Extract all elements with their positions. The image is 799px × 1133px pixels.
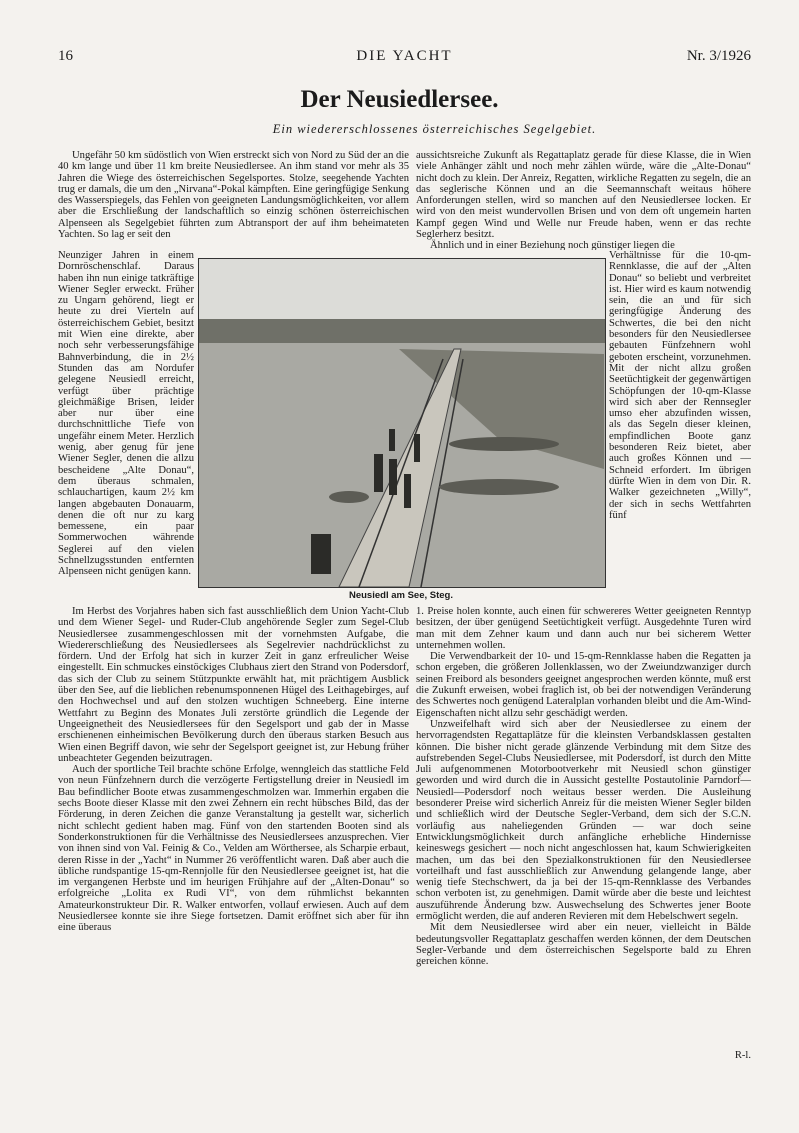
issue-number: Nr. 3/1926 [686,48,751,64]
column-right-top [416,150,751,250]
column-left-bottom [58,606,409,1046]
paragraph: Auch der sportliche Teil brachte schöne Erfolge, wenngleich das stattliche Feld von neun Fünfzehnern durch die verzögerte Fertigstellung dreier in Neusiedl im Bau befindlicher Boote etwas zusammengeschmolzen war. Immerhin ergaben die sechs Boote dieser Klasse mit den zwei Zehnern ein recht hübsches Bild, das der Förderung, in deren Zeichen die ganze Veranstaltung ja gestellt war, sicherlich nicht schlecht gedient haben mag. Fünf von den startenden Booten sind als Sonderkonstruktionen für die Verhältnisse des Neusiedlersees anzusprechen. Vier von ihnen sind von Val. Feinig & Co., Velden am Wörthersee, als Scharpie erbaut, deren Risse in der „Yacht“ in Nummer 26 veröffentlicht waren. Daß aber auch die übliche rundspantige 15-qm-Rennjolle für den Neusiedlersee geeignet ist, hat die im vergangenen Herbste und im heurigen Frühjahre auf der „Alten-Donau“ so erfolgreiche „Lolita ex Rudi VI“, von dem rühmlichst bekannten Amateurkonstrukteur Dir. R. Walker entworfen, vollauf erwiesen. Auch auf dem Neusiedlersee konnte sie ihre Siege fortsetzen. Damit eröffnet sich aber für ihn eine überaus [58,764,409,934]
photograph-pier [198,258,606,588]
paragraph: aussichtsreiche Zukunft als Regattaplatz gerade für diese Klasse, die in Wien viele Anhänger zählt und noch mehr zählen würde, wäre die „Alte-Donau“ nicht doch zu klein. Der Anreiz, Regatten, wirkliche Regatten zu segeln, die an das seglerische Können und an die Seemannschaft weitaus höhere Anforderungen stellen, wird so manchen auf den Neusiedlersee locken. Er wird von den meist wundervollen Brisen und von dem oft ungemein harten Kampf gegen Wind und Welle nur Freude haben, wenn er das rechte Seglerherz besitzt. [416,150,751,241]
column-left-top [58,150,409,250]
page-number: 16 [58,48,73,64]
paragraph: Ungefähr 50 km südöstlich von Wien erstreckt sich von Nord zu Süd der an die 40 km lange und über 11 km breite Neusiedlersee. An ihm stand vor mehr als 35 Jahren die Wiege des österreichischen Segelsportes. Stolze, seegehende Yachten trug er damals, die um den „Nirvana“-Pokal kämpften. Eine geringfügige Senkung des Wasserspiegels, das Fehlen von geeigneten Landungsmöglichkeiten, vor allem aber die Erschließung der landschaftlich so einzig schönen österreichischen Alpenseen als Segelgebiet führten zum Abtransport der auf ihm beheimateten Yachten. So lag er seit den [58,150,409,241]
paragraph: Mit dem Neusiedlersee wird aber ein neuer, vielleicht in Bälde bedeutungsvoller Regattaplatz geschaffen werden können, der dem Deutschen Segler-Verbande und dem österreichischen Segelsporte bald zu Ehren gereichen könne. [416,922,751,968]
article-title: Der Neusiedlersee. [300,86,499,113]
paragraph: 1. Preise holen konnte, auch einen für schwereres Wetter geeigneten Renntyp besitzen, der über genügend Seetüchtigkeit verfügt. Ausgedehnte Turen wird man mit dem Zehner kaum und dann auch nur bei sicherem Wetter unternehmen wollen. [416,606,751,651]
author-signature: R-l. [734,1050,751,1061]
magazine-title: DIE YACHT [356,48,453,64]
paragraph: Unzweifelhaft wird sich aber der Neusiedlersee zu einem der hervorragendsten Regattaplätze für die kleinsten Verbandsklassen gestalten können. Die bisher nicht gerade glänzende Verbindung mit dem Sitze des aufstrebenden Segel-Clubs Neusiedlersee, mit Podersdorf, ist durch den Mitte Juli aufgenommenen Motorbootverkehr mit Neusiedl schon günstiger geworden und wird durch die in Aussicht gestellte Postautolinie Parndorf—Neusiedl—Podersdorf noch weitaus besser werden. Die Ausleihung besonderer Preise wird sicherlich Anreiz für die meisten Wiener Segler bilden und schließlich wird der Deutsche Segler-Verband, dem sich der S.C.N. vorläufig aus naheliegenden Gründen — war doch seine Entwicklungsmöglichkeit durch anfängliche erhebliche Hindernisse keineswegs gesichert — noch nicht angeschlossen hat, kaum Schwierigkeiten machen, um das bei den Spezialkonstruktionen für den Neusiedlersee vorteilhaft und fast ausschließlich zur Anwendung gelangende lange, aber wenig tiefe Stechschwert, da ja bei der 15-qm-Rennklasse des Verbandes schon verboten ist, zu genehmigen. Damit würde aber die beste und leichtest auszuführende Änderung bzw. Auswechselung des Schwertes jener Boote ermöglicht werden, die auf anderen Revieren mit dem Hebelschwert segeln. [416,718,751,923]
paragraph: Die Verwendbarkeit der 10- und 15-qm-Rennklasse haben die Regatten ja schon ergeben, die größeren Jollenklassen, wo der Zweiundzwanziger durch seinen Freibord als besonders geeignet angesprochen werden könnte, muß erst die Zukunft erweisen, wobei fraglich ist, ob bei der notwendigen Veränderung des Schwertes noch genügend Lateralplan vorhanden bleibt und die Am-Wind-Eigenschaften nicht allzu sehr geschädigt werden. [416,651,751,719]
running-header [58,48,751,70]
paragraph: Verhältnisse für die 10-qm-Rennklasse, die auf der „Alten Donau“ so beliebt und verbreitet ist. Hier wird es kaum notwendig sein, die an und für sich geringfügige Änderung des Schwertes, die bei den nicht besonders für den Neusiedlersee gebauten Fünfzehnern wohl geboten erscheint, vorzunehmen. Mit der nicht allzu großen Seetüchtigkeit der gegenwärtigen Schöpfungen der 10-qm-Klasse wird sich aber der Rennsegler umso eher abzufinden wissen, als das Segeln dieser kleinen, empfindlichen Boote ganz besonderen Reiz bietet, aber auch großes Können und — Schneid erfordert. Im übrigen dürfte Wien in dem von Dir. R. Walker gezeichneten „Willy“, der sich in sechs Wettfahrten fünf [609,250,751,521]
column-left-middle [58,250,194,606]
column-right-middle [609,250,751,606]
figure-caption: Neusiedl am See, Steg. [348,590,453,601]
paragraph: Ähnlich und in einer Beziehung noch günstiger liegen die [430,240,675,250]
article-subtitle: Ein wiedererschlossenes österreichisches Segelgebiet. [272,122,597,136]
column-right-bottom [416,606,751,1046]
paragraph: Im Herbst des Vorjahres haben sich fast ausschließlich dem Union Yacht-Club und dem Wiener Segel- und Ruder-Club angehörende Segler zum Segel-Club Neusiedlersee zusammengeschlossen mit der vornehmsten Aufgabe, die Wiedererschließung des Neusiedlersees als Segelrevier nachdrücklichst zu fördern. Und der Erfolg hat sich in kurzer Zeit in ganz erfreulicher Weise eingestellt. Ein schmuckes einstöckiges Clubhaus ziert den Strand von Podersdorf, das sich der Club zu seinem Stützpunkte erwählt hat, mit prächtigem Ausblick über den See, auf die lieblichen rebenumsponnenen Hügel des Leithagebirges, auf den Hochwechsel und auf den stolzen wuchtigen Schneeberg. Eine interne Wettfahrt zu Beginn des Monates Juli zerstörte gründlich die Legende der Ungeeignetheit des Neusiedlersees für den Segelsport und gab der in Masse erschienenen einheimischen Bevölkerung durch den überaus starken Besuch aus Wien einen Begriff davon, wie sehr der Segelsport geeignet ist, zur Hebung früher unbeachteter Gegenden beizutragen. [58,606,409,764]
paragraph: Neunziger Jahren in einem Dornröschenschlaf. Daraus haben ihn nun einige tatkräftige Wiener Segler erweckt. Früher zu Ungarn gehörend, liegt er heute zu drei Vierteln auf österreichischem Gebiet, besitzt mit Wien eine direkte, aber noch sehr verbesserungsfähige Bahnverbindung, die in 2½ Stunden das am Nordufer gelegene Neusiedl erreicht, verfügt über prächtige gleichmäßige Brisen, leider aber nur über eine durchschnittliche Tiefe von ungefähr einem Meter. Herzlich wenig, aber genug für jene Wiener Segler, denen die allzu bescheidene „Alte Donau“, dem überaus schmalen, schlauchartigen, kaum 2½ km langen abgebauten Donauarm, denen die oft nur zu karg bemessene, ein paar Sommerwochen währende Seglerei auf den vielen Schnellzugsstunden entfernten Alpenseen nicht genügen kann. [58,250,194,578]
